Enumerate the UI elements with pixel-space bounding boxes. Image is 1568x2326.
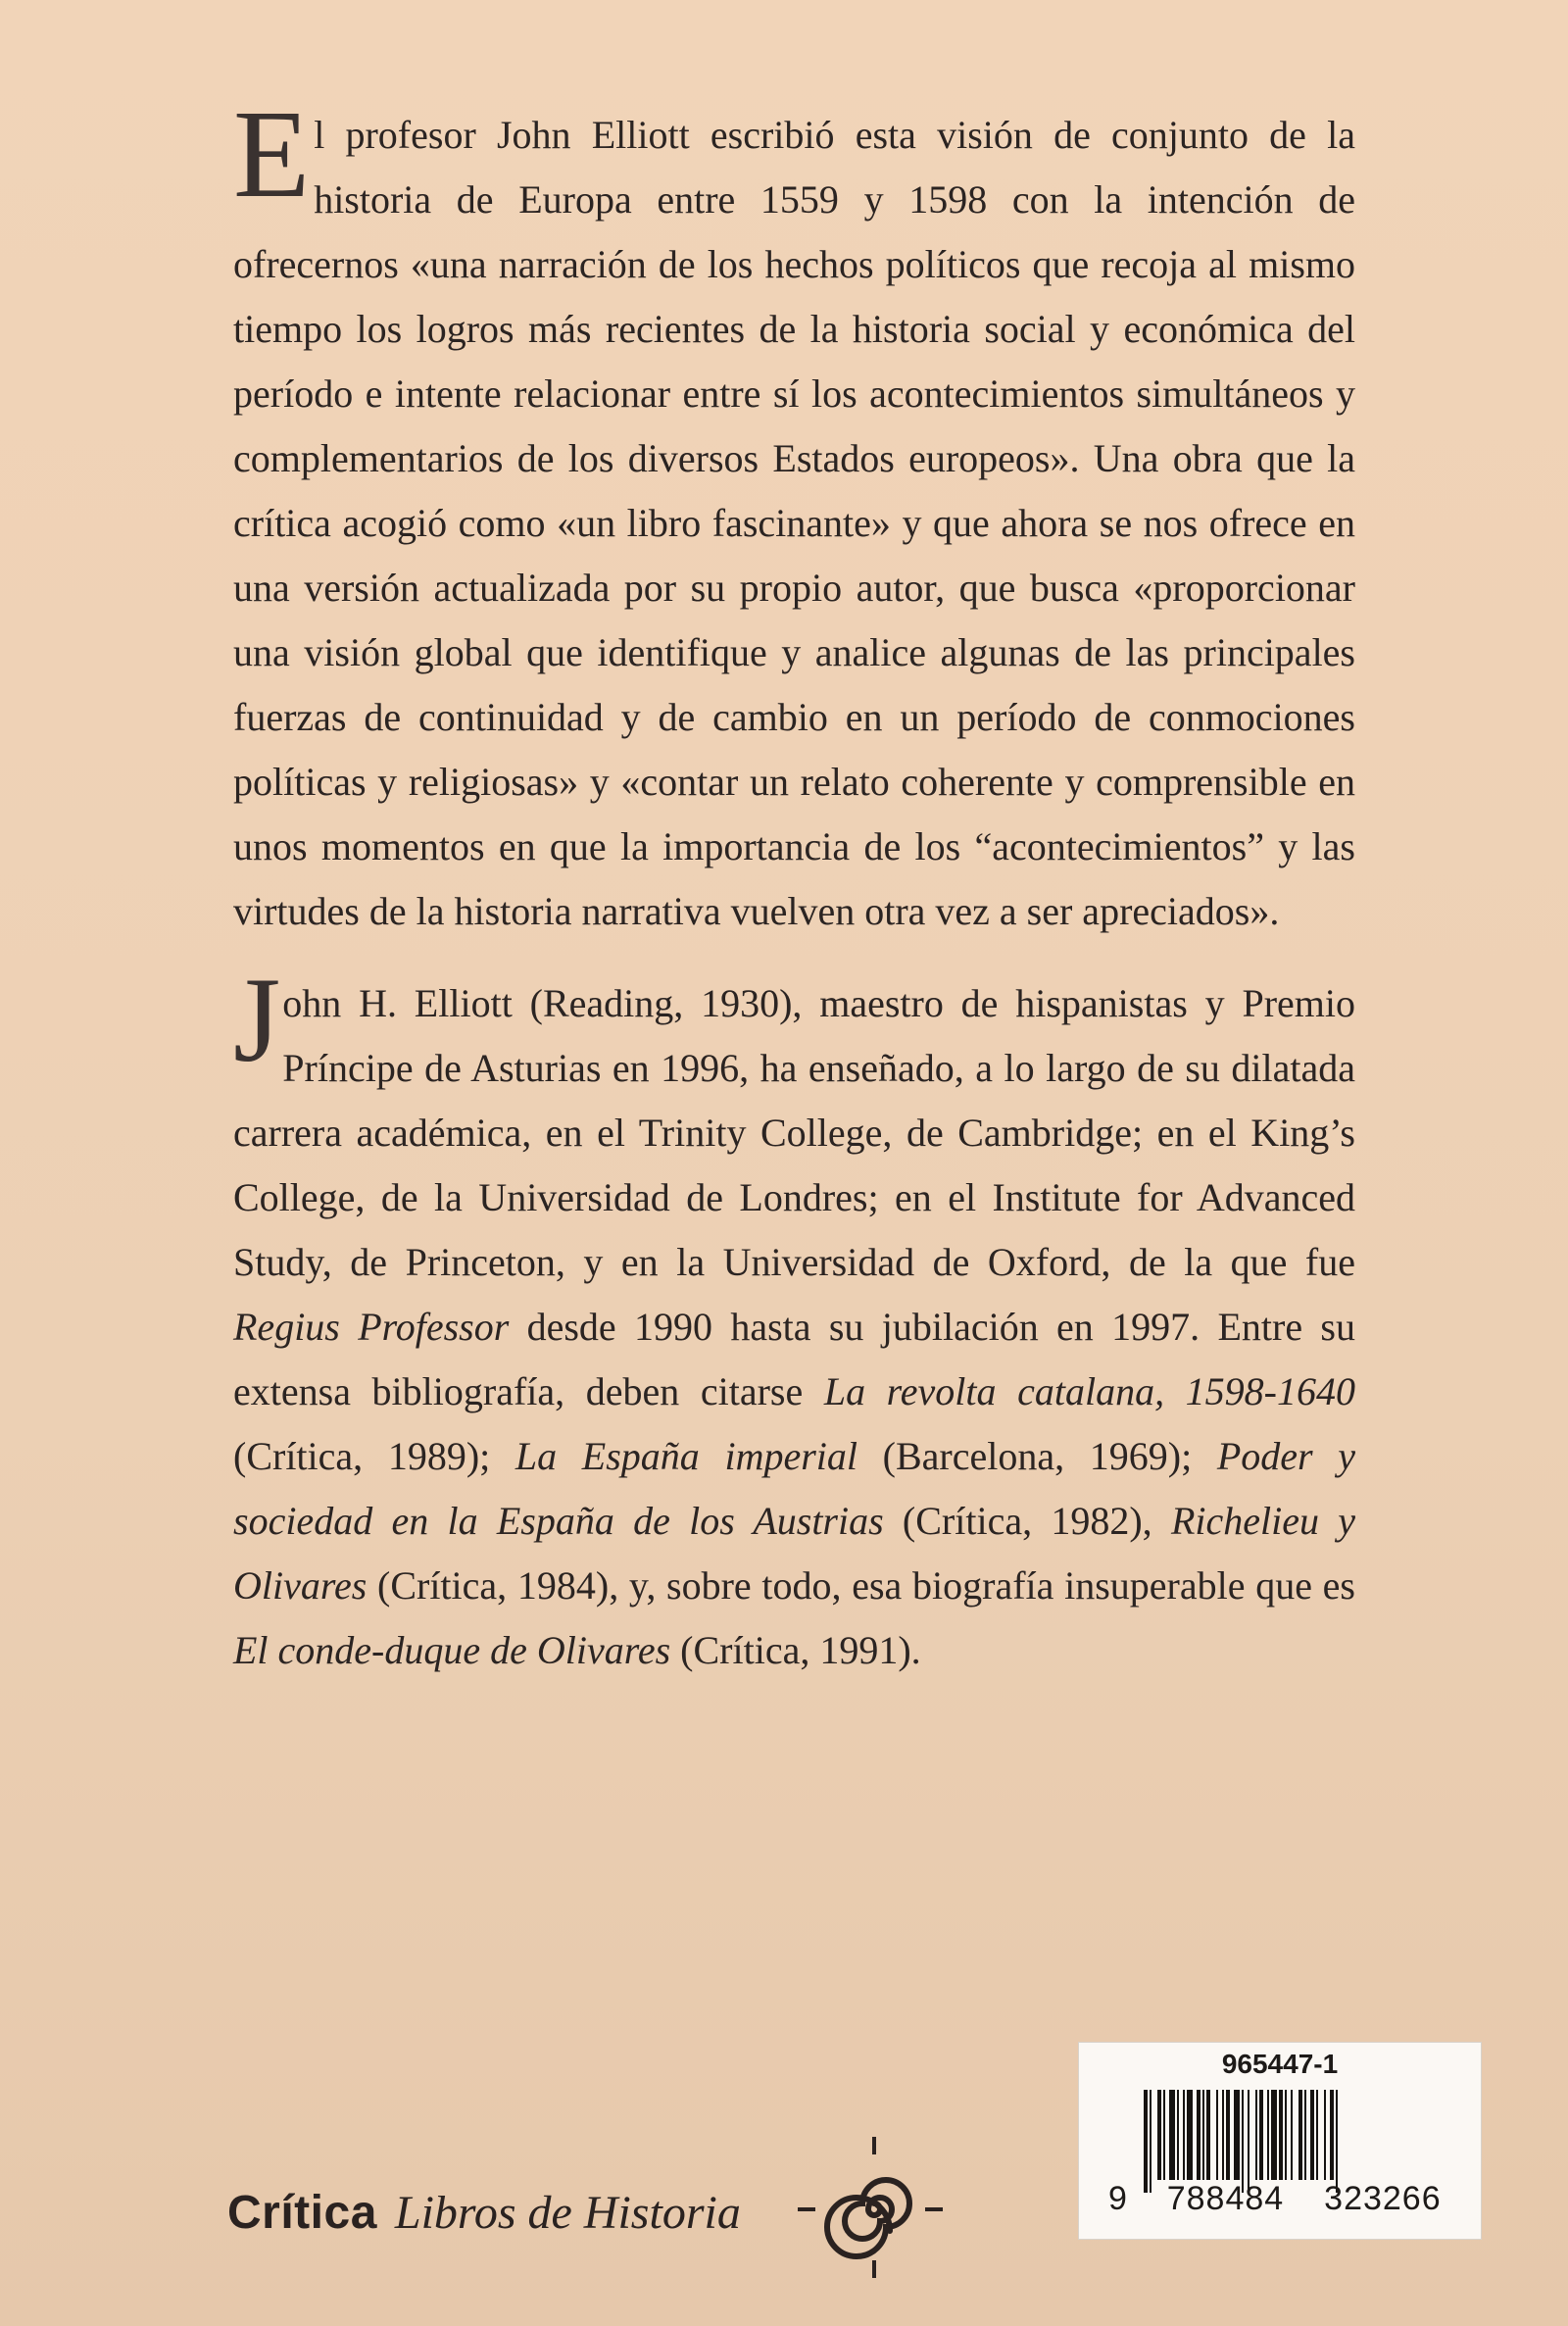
barcode-bar <box>1216 2090 1218 2180</box>
barcode-bar <box>1226 2090 1230 2180</box>
publisher-name: Crítica <box>227 2187 377 2239</box>
barcode-bar <box>1206 2090 1210 2180</box>
barcode-bar <box>1259 2090 1263 2180</box>
barcode-code: 965447-1 <box>1221 2049 1339 2079</box>
author-text-5: (Crítica, 1982), <box>883 1499 1171 1543</box>
barcode-bar <box>1150 2090 1152 2193</box>
isbn-number <box>1108 2180 1471 2218</box>
barcode-bar <box>1144 2090 1148 2193</box>
barcode-label <box>1078 2042 1482 2240</box>
barcode-bar <box>1285 2090 1287 2180</box>
book-title-espana-imperial: La España imperial <box>514 1434 858 1478</box>
book-title-conde-duque: El conde-duque de Olivares <box>233 1628 671 1672</box>
barcode-bar <box>1255 2090 1257 2180</box>
barcode-bar <box>1169 2090 1175 2180</box>
dropcap-e: E <box>233 84 311 223</box>
barcode-bar <box>1324 2090 1326 2180</box>
blurb-paragraph-author <box>233 953 1355 1683</box>
barcode-bar <box>1242 2090 1244 2193</box>
barcode-bar <box>1267 2090 1269 2180</box>
barcode-bar <box>1336 2090 1338 2193</box>
barcode-bar <box>1291 2090 1293 2180</box>
barcode-bar <box>1271 2090 1277 2180</box>
book-title-revolta: La revolta catalana, 1598-1640 <box>823 1369 1355 1413</box>
barcode-bar <box>1187 2090 1193 2180</box>
author-text-1: ohn H. Elliott (Reading, 1930), maestro de hispanistas y Premio Príncipe de Asturias en 1996, ha enseñado, a lo largo de su dilatada carrera académica, en el Trinity College, de Cambridge; en el King’s College, de la Universidad de Londres; en el Institute for Advanced Study, de Princeton, y en la Universidad de Oxford, de la que fue <box>233 981 1355 1284</box>
barcode-bar <box>1330 2090 1334 2180</box>
barcode-bar <box>1202 2090 1204 2180</box>
summary-text: l profesor John Elliott escribió esta visión de conjunto de la historia de Europa entre 1559 y 1598 con la intención de ofrecernos «una narración de los hechos políticos que recoja al mismo tiempo los logros más recientes de la historia social y económica del período e intente relacionar entre sí los acontecimientos simultáneos y complementarios de los diversos Estados europeos». Una obra que la crítica acogió como «un libro fascinante» y que ahora se nos ofrece en una versión actualizada por su propio autor, que busca «proporcionar una visión global que identifique y analice algunas de las principales fuerzas de continuidad y de cambio en un período de conmociones políticas y religiosas» y «contar un relato coherente y comprensible en unos momentos en que la importancia de los “acontecimientos” y las virtudes de la historia narrativa vuelven otra vez a ser apreciados». <box>233 113 1355 933</box>
author-text-7: (Crítica, 1991). <box>670 1628 921 1672</box>
book-title-poder-y-sociedad: Poder y sociedad en la España de los Austrias <box>233 1434 1355 1543</box>
author-text-2: desde 1990 hasta su jubilación en 1997. Entre su extensa bibliografía, deben citarse <box>233 1305 1355 1413</box>
barcode-bar <box>1304 2090 1306 2180</box>
series-name: Libros de Historia <box>394 2187 741 2239</box>
barcode-bar <box>1248 2090 1250 2193</box>
blurb-text <box>233 84 1355 1683</box>
barcode-bar <box>1298 2090 1302 2180</box>
author-text-6: (Crítica, 1984), y, sobre todo, esa biografía insuperable que es <box>367 1563 1355 1608</box>
barcode-bar <box>1157 2090 1161 2180</box>
isbn-prefix: 9 <box>1108 2180 1128 2217</box>
barcode-bar <box>1197 2090 1200 2180</box>
dropcap-j: J <box>233 953 281 1087</box>
barcode-bar <box>1222 2090 1224 2180</box>
barcode-bar <box>1183 2090 1185 2180</box>
spiral-logo-icon <box>792 2135 949 2282</box>
barcode-bar <box>1177 2090 1179 2180</box>
barcode-bar <box>1310 2090 1314 2180</box>
publisher-imprint <box>227 2186 741 2240</box>
book-title-richelieu: Richelieu y Olivares <box>233 1499 1355 1608</box>
barcode-bar <box>1234 2090 1240 2180</box>
author-text-3: (Crítica, 1989); <box>233 1434 515 1478</box>
barcode-bar <box>1163 2090 1165 2180</box>
isbn-group-1: 788484 <box>1166 2180 1285 2217</box>
barcode-bars <box>1140 2090 1424 2193</box>
barcode-bar <box>1316 2090 1318 2180</box>
author-text-4: (Barcelona, 1969); <box>858 1434 1217 1478</box>
author-italic-1: Regius Professor <box>233 1305 510 1349</box>
blurb-paragraph-summary <box>233 84 1355 944</box>
barcode-bar <box>1279 2090 1283 2180</box>
isbn-group-2: 323266 <box>1324 2180 1442 2217</box>
